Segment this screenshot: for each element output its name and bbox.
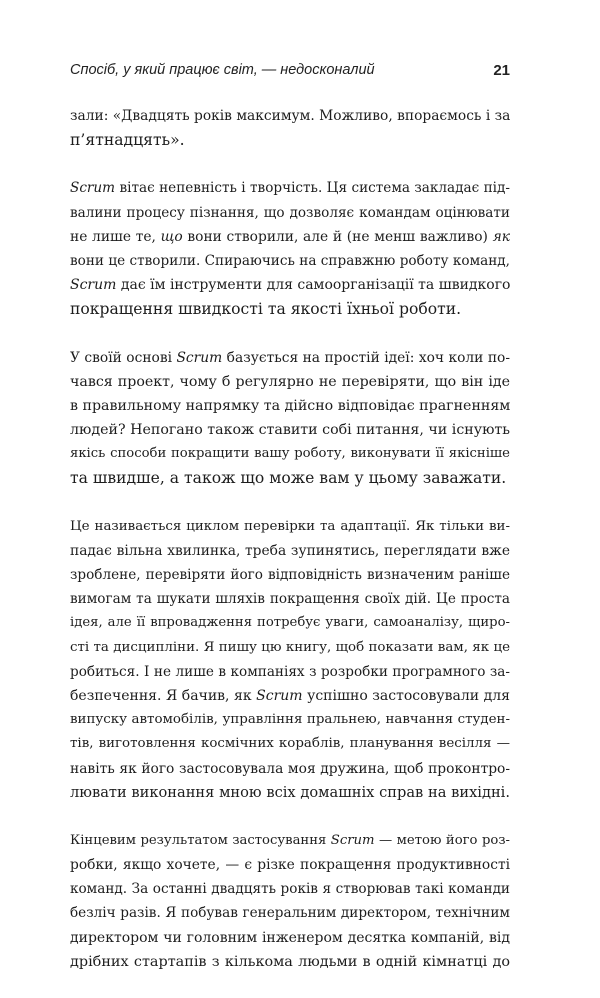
text-line: директором чи головним інженером десятка компаній, від xyxy=(70,929,510,946)
scrum-term: Scrum xyxy=(256,687,303,704)
text-line: безліч разів. Я побував генеральним директором, технічним xyxy=(70,905,510,922)
running-title: Спосіб, у який працює світ, — недосконалий xyxy=(70,62,375,78)
paragraph xyxy=(70,104,510,152)
text-line: сті та дисципліни. Я пишу цю книгу, щоб показати вам, як це xyxy=(70,639,510,655)
text-line: тів, виготовлення космічних кораблів, планування весілля — xyxy=(70,736,510,752)
scrum-term: Scrum xyxy=(176,349,223,366)
text-line: зали: «Двадцять років максимум. Можливо, впораємось і за xyxy=(70,108,510,124)
text-line: робиться. І не лише в компаніях з розробки програмного за- xyxy=(70,663,510,680)
paragraph xyxy=(70,176,510,321)
scrum-term: Scrum xyxy=(70,277,117,294)
text-line: зроблене, перевіряти його відповідність визначеним раніше xyxy=(70,567,510,583)
text-line: У своїй основі Scrum базується на простій ідеї: хоч коли по- xyxy=(70,349,510,366)
paragraph xyxy=(70,515,510,805)
text-line: випуску автомобілів, управління пральнею, навчання студен- xyxy=(70,712,510,728)
text-line: ідея, але її впровадження потребує уваги, самоаналізу, щиро- xyxy=(70,615,510,631)
text-line: валини процесу пізнання, що дозволяє командам оцінювати xyxy=(70,204,510,221)
text-line: та швидше, а також що може вам у цьому заважати. xyxy=(70,469,507,488)
text-line: Scrum вітає непевність і творчість. Ця система закладає під- xyxy=(70,180,510,197)
text-line: Кінцевим результатом застосування Scrum — метою його роз- xyxy=(70,832,510,848)
text-line: падає вільна хвилинка, треба зупинятись, переглядати вже xyxy=(70,542,510,559)
text-line: команд. За останні двадцять років я створював такі команди xyxy=(70,881,510,898)
text-line: покращення швидкості та якості їхньої роботи. xyxy=(70,300,462,319)
text-line: не лише те, що вони створили, але й (не менш важливо) як xyxy=(70,228,510,245)
emphasis-what: що xyxy=(160,228,183,245)
scrum-term: Scrum xyxy=(70,180,116,197)
text-line: вони це створили. Спираючись на справжню роботу команд, xyxy=(70,252,510,269)
text-line: вимогам та шукати шляхів покращення своїх дій. Це проста xyxy=(70,591,510,608)
text-line: якісь способи покращити вашу роботу, виконувати її якісніше xyxy=(70,446,510,462)
text-line: п’ятнадцять». xyxy=(70,131,185,150)
text-line: чався проект, чому б регулярно не перевіряти, що він іде xyxy=(70,373,510,390)
page-number: 21 xyxy=(493,62,510,79)
text-line: Scrum дає їм інструменти для самоорганізації та швидкого xyxy=(70,277,510,294)
emphasis-how: як xyxy=(492,228,510,245)
text-line: робки, якщо хочете, — є різке покращення продуктивності xyxy=(70,857,510,874)
paragraph xyxy=(70,829,510,974)
text-line: людей? Непогано також ставити собі питання, чи існують xyxy=(70,422,510,439)
text-line: в правильному напрямку та дійсно відповідає прагненням xyxy=(70,397,510,414)
text-line: лювати виконання мною всіх домашніх справ на вихідні. xyxy=(70,783,510,801)
text-line: дрібних стартапів з кількома людьми в одній кімнатці до xyxy=(70,953,510,970)
text-line: Це називається циклом перевірки та адаптації. Як тільки ви- xyxy=(70,518,510,534)
scrum-term: Scrum xyxy=(330,832,375,848)
running-head xyxy=(70,62,510,84)
body-text xyxy=(70,104,510,998)
paragraph xyxy=(70,346,510,491)
text-line: навіть як його застосовувала моя дружина, щоб проконтро- xyxy=(70,760,510,777)
text-line: безпечення. Я бачив, як Scrum успішно застосовували для xyxy=(70,687,510,704)
